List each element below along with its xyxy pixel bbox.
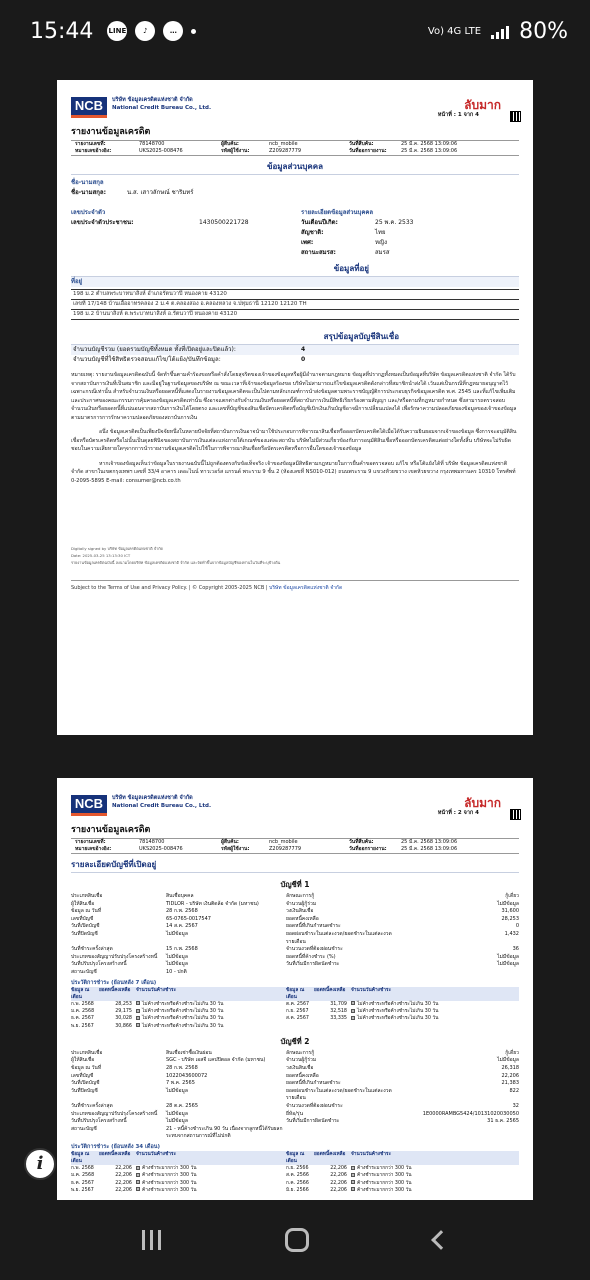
history-status: ค้างชำระมากกว่า 300 วัน — [142, 1187, 197, 1193]
history-cell: ธ.ค. 2567 — [71, 1016, 94, 1022]
account-field: วันที่ชำระครั้งล่าสุด — [71, 946, 113, 953]
account-field: ยอดหนี้คงเหลือ — [286, 915, 319, 922]
history-header: จำนวนวันค้างชำระ — [136, 1151, 286, 1165]
account-field: 32 — [512, 1102, 519, 1109]
status-box-icon — [136, 1187, 140, 1191]
account-field: TIDLOR - บริษัท เงินติดล้อ จำกัด (มหาชน) — [166, 900, 259, 907]
account-field: ไม่มีข้อมูล — [166, 961, 188, 968]
account-field: ไม่มีข้อมูล — [497, 1057, 519, 1064]
account-field: ประเภทสินเชื่อ — [71, 1049, 103, 1056]
account-field: ประเภทของสัญญาปรับปรุงโครงสร้างหนี้ — [71, 1110, 158, 1117]
name-label: ชื่อ-นามสกุล: — [71, 189, 106, 196]
account-field: จำนวนผู้กู้ร่วม — [286, 1057, 317, 1064]
history-cell: ม.ค. 2568 — [71, 1009, 95, 1015]
history-cell: ก.ค. 2566 — [286, 1180, 309, 1186]
history-cell: ธ.ค. 2567 — [71, 1180, 94, 1186]
account-field: ยอดผ่อนชำระในแต่ละงวด/ยอดชำระในแต่ละงวด รายเดือน — [286, 930, 392, 945]
history-cell: ส.ค. 2567 — [286, 1016, 309, 1022]
network-type: Vo) 4G LTE — [427, 25, 482, 37]
company-name: บริษัท ข้อมูลเครดิตแห่งชาติ จำกัด National Credit Bureau Co., Ltd. — [112, 97, 212, 111]
status-box-icon — [136, 1173, 140, 1177]
report-header — [57, 80, 533, 122]
account-field: ข้อมูล ณ วันที่ — [71, 1064, 102, 1071]
history-cell — [136, 1015, 286, 1022]
confidential-label: ลับมาก — [464, 796, 501, 810]
history-cell: 32,518 — [330, 1009, 347, 1015]
history-header: ยอดหนี้คงเหลือ — [314, 987, 351, 1001]
history-header: ยอดหนี้คงเหลือ — [99, 987, 136, 1001]
account-field: 1E0000RAMBG5424/10131020030050 — [422, 1110, 519, 1117]
account-field: 14 ส.ค. 2567 — [166, 923, 198, 930]
address-label: ที่อยู่ — [71, 278, 83, 285]
name-section-label: ชื่อ-นามสกุล — [71, 179, 104, 186]
account-field: ไม่มีข้อมูล — [497, 953, 519, 960]
history-cell: ต.ค. 2567 — [286, 1001, 310, 1007]
history-cell: 22,206 — [115, 1187, 132, 1193]
history-status: ค้างชำระมากกว่า 300 วัน — [142, 1166, 197, 1172]
account-field: 1022043600072 — [166, 1072, 208, 1079]
account-field: ไม่มีข้อมูล — [166, 953, 188, 960]
history-status: ค้างชำระมากกว่า 300 วัน — [357, 1180, 412, 1186]
account-field: ยอดผ่อนชำระในแต่ละงวด/ยอดชำระในแต่ละงวด รายเดือน — [286, 1087, 392, 1102]
history-cell: ก.ย. 2566 — [286, 1166, 309, 1172]
qr-code-icon — [510, 111, 521, 122]
account-field: วันที่เริ่มมีการผิดนัดชำระ — [286, 1118, 340, 1125]
history-header: ข้อมูล ณ เดือน — [286, 987, 314, 1001]
history-cell — [351, 1165, 519, 1172]
account-field: 7 พ.ค. 2565 — [166, 1080, 195, 1087]
history-cell — [351, 1187, 519, 1194]
history-cell: พ.ย. 2567 — [71, 1187, 94, 1193]
ncb-logo: NCB — [71, 795, 107, 813]
account-field: ยี่ห้อ/รุ่น — [286, 1110, 304, 1117]
confidential-label: ลับมาก — [464, 98, 501, 112]
account-field: 31 ธ.ค. 2565 — [487, 1118, 519, 1125]
summary-dispute-value: 0 — [301, 356, 306, 363]
history-cell: มิ.ย. 2566 — [286, 1187, 309, 1193]
history-status: ค้างชำระมากกว่า 300 วัน — [357, 1173, 412, 1179]
account-field: ไม่มีข้อมูล — [166, 1110, 188, 1117]
history-cell: 22,206 — [330, 1187, 347, 1193]
history-status: ค้างชำระมากกว่า 300 วัน — [357, 1187, 412, 1193]
history-cell: ก.พ. 2568 — [71, 1001, 94, 1007]
history-cell: 22,206 — [330, 1173, 347, 1179]
report-meta: รายงานเลขที่: 78148700 หมายเลขอ้างอิง: UKS2025-008476 ผู้สืบค้น: ncb_mobile รหัสผู้ใช้งาน: Z209287779 วันที่สืบค้น: 25 มี.ค. 2568 13:09:06 วันที่ออกรายงาน: 25 มี.ค. 2568 13:09:06 — [71, 140, 519, 156]
history-cell — [351, 1001, 519, 1008]
summary-dispute-label: จำนวนบัญชีที่ใช้สิทธิตรวจสอบแก้ไข/โต้แย้ง/บันทึกข้อมูล: — [73, 356, 221, 363]
address-list — [71, 289, 519, 320]
account-1-history-table — [71, 987, 519, 1030]
history-status: ไม่ค้างชำระหรือค้างชำระไม่เกิน 30 วัน — [357, 1009, 439, 1015]
account-field — [286, 969, 396, 977]
status-box-icon — [136, 1023, 140, 1027]
history-status: ค้างชำระมากกว่า 300 วัน — [357, 1166, 412, 1172]
ncb-logo: NCB — [71, 97, 107, 115]
history-header: ยอดหนี้คงเหลือ — [314, 1151, 351, 1165]
clock: 15:44 — [30, 18, 94, 44]
history-cell — [351, 1172, 519, 1179]
history-cell — [351, 1180, 519, 1187]
account-field: 22,206 — [501, 1072, 519, 1079]
history-status: ค้างชำระมากกว่า 300 วัน — [142, 1180, 197, 1186]
status-box-icon — [136, 1180, 140, 1184]
account-field: ผู้ให้สินเชื่อ — [71, 900, 95, 907]
history-status: ไม่ค้างชำระหรือค้างชำระไม่เกิน 30 วัน — [142, 1023, 224, 1029]
account-field: สินเชื่อบุคคล — [166, 893, 194, 899]
history-header: ข้อมูล ณ เดือน — [71, 987, 99, 1001]
history-status: ไม่ค้างชำระหรือค้างชำระไม่เกิน 30 วัน — [142, 1016, 224, 1022]
history-cell: 30,866 — [115, 1023, 132, 1029]
account-field: 10 - ปกติ — [166, 968, 187, 975]
account-field: 28 ก.พ. 2568 — [166, 1064, 198, 1071]
company-name: บริษัท ข้อมูลเครดิตแห่งชาติ จำกัด National Credit Bureau Co., Ltd. — [112, 795, 212, 809]
id-number: 1430500221728 — [199, 219, 249, 226]
account-field: วงเงินสินเชื่อ — [286, 1064, 314, 1071]
account-field: 21,383 — [501, 1080, 519, 1087]
account-field: วันที่ชำระครั้งล่าสุด — [71, 1102, 113, 1109]
status-box-icon — [351, 1009, 355, 1013]
account-field: ประเภทสินเชื่อ — [71, 893, 103, 899]
account-2-details — [71, 1050, 519, 1141]
battery-level: 80% — [519, 18, 568, 44]
signal-icon — [491, 23, 509, 39]
account-field: วันที่ปิดบัญชี — [71, 930, 98, 937]
account-field: 1,432 — [504, 930, 519, 937]
more-dot-icon — [191, 29, 196, 34]
address-item: 198 ม.2 บ้านนาสิงห์ ต.พระบาทนาสิงห์ อ.รัตนวาปี หนองคาย 43120 — [71, 310, 519, 320]
account-field: วันที่เปิดบัญชี — [71, 1080, 100, 1087]
history-cell: ก.พ. 2568 — [71, 1166, 94, 1172]
account-field: ประเภทของสัญญาปรับปรุงโครงสร้างหนี้ — [71, 953, 158, 960]
summary-section-title: สรุปข้อมูลบัญชีสินเชื่อ — [71, 330, 519, 345]
account-field: จำนวนงวดที่ต้องผ่อนชำระ — [286, 946, 343, 953]
customer-name: น.ส. เสาวลักษณ์ ชาริมทร์ — [127, 189, 194, 196]
history-cell — [136, 1008, 286, 1015]
report-header — [57, 778, 533, 820]
account-field: วันที่เริ่มมีการผิดนัดชำระ — [286, 961, 340, 968]
account-field: จำนวนงวดที่ต้องผ่อนชำระ — [286, 1102, 343, 1109]
disclaimer-paragraph: หมายเหตุ: รายงานข้อมูลเครดิตฉบับนี้ จัดทำขึ้นตามคำร้องขอหรือคำสั่งโดยสุจริตของเจ้าของข้อมูลหรือผู้มีอำนาจตามกฎหมาย ข้อมูลที่ปรากฏทั้งหมดเป็นข้อมูลที่บริษัท ข้อมูลเครดิตแห่งชาติ จำกัด ได้รับจากสถาบันการเงินที่เป็นสมาชิก และมีอยู่ในฐานข้อมูลของบริษัท ณ ขณะเวลาที่เจ้าของข้อมูลร้องขอ บริษัทไม่สามารถแก้ไขข้อมูลเครดิตดังกล่าวที่สมาชิกนำส่งได้ เว้นแต่เป็นกรณีที่กฎหมายอนุญาตไว้เฉพาะกรณีเท่านั้น สำหรับจำนวนเงินหรือยอดหนี้ที่แสดงในรายงานข้อมูลเครดิตจะเป็นไปตามหลักเกณฑ์การนำส่งข้อมูลตามพระราชบัญญัติการประกอบธุรกิจข้อมูลเครดิต พ.ศ. 2545 และที่แก้ไขเพิ่มเติม และประกาศของคณะกรรมการคุ้มครองข้อมูลเครดิตเท่านั้น ซึ่งอาจแตกต่างกับจำนวนเงินหรือยอดหนี้ที่สถาบันการเงินมีสิทธิเรียกร้องตามสัญญา และ/หรือตามที่กฎหมายกำหนด ซึ่งสามารถตรวจสอบจำนวนเงินหรือยอดหนี้ที่แน่นอนจากสถาบันการเงินได้โดยตรง และเลขที่บัญชีของสินเชื่อบัตรเครดิตหรือบัญชีเบิกเงินเกินบัญชีอาจมีการเปลี่ยนแปลงได้ เพื่อรักษาความปลอดภัยของข้อมูลของเจ้าของข้อมูล ตามมาตรการการรักษาความปลอดภัยของสถาบันการเงิน — [71, 372, 517, 421]
gender: หญิง — [375, 239, 387, 246]
account-field: เลขที่บัญชี — [71, 915, 94, 922]
account-field — [396, 969, 519, 977]
account-field: 26,318 — [501, 1064, 519, 1071]
status-box-icon — [351, 1016, 355, 1020]
account-2-title: บัญชีที่ 2 — [280, 1036, 310, 1046]
account-field: 36 — [512, 946, 519, 953]
android-nav-bar — [0, 1200, 590, 1280]
history-cell: ส.ค. 2566 — [286, 1173, 309, 1179]
account-field: จำนวนผู้กู้ร่วม — [286, 900, 317, 907]
page-number: หน้าที่ : 2 จาก 4 — [437, 810, 479, 816]
account-field: 28 ก.พ. 2568 — [166, 908, 198, 915]
history-cell — [351, 1015, 519, 1022]
account-field: 31,600 — [501, 908, 519, 915]
account-field: ยอดหนี้ที่เกินกำหนดชำระ — [286, 1080, 341, 1087]
report-meta: รายงานเลขที่: 78148700 หมายเลขอ้างอิง: UKS2025-008476 ผู้สืบค้น: ncb_mobile รหัสผู้ใช้งาน: Z209287779 วันที่สืบค้น: 25 มี.ค. 2568 13:09:06 วันที่ออกรายงาน: 25 มี.ค. 2568 13:09:06 — [71, 838, 519, 854]
status-box-icon — [351, 1180, 355, 1184]
note-paragraph: อนึ่ง ข้อมูลเครดิตเป็นเพียงปัจจัยหนึ่งในหลายปัจจัยที่สถาบันการเงินอาจนำมาใช้ประกอบการพิจารณาสินเชื่อหรือออกบัตรเครดิตได้เมื่อได้รับความยินยอมจากเจ้าของข้อมูล ซึ่งการจะอนุมัติสินเชื่อหรือบัตรเครดิตหรือไม่นั้นเป็นดุลยพินิจของสถาบันการเงินแต่ละแห่งภายใต้เกณฑ์ของแต่ละสถาบัน บริษัทไม่มีส่วนเกี่ยวข้องกับการอนุมัติสินเชื่อหรือออกบัตรเครดิตแต่อย่างใดทั้งสิ้น บริษัทจะไม่รับผิดชอบในความเสียหายใดๆจากการนำรายงานข้อมูลเครดิตไปใช้ในการพิจารณาสินเชื่อหรือบัตรเครดิตหรือการอื่นใดของเจ้าของข้อมูล — [71, 429, 517, 452]
account-field: ไม่มีข้อมูล — [166, 1087, 188, 1094]
status-box-icon — [136, 1166, 140, 1170]
history-cell: 22,206 — [115, 1173, 132, 1179]
history-header: จำนวนวันค้างชำระ — [351, 987, 519, 1001]
account-field: 822 — [509, 1087, 519, 1094]
line-app-icon: LINE — [107, 21, 127, 41]
account-field: 15 ก.พ. 2568 — [166, 946, 198, 953]
account-2-history-title: ประวัติการชำระ (ย้อนหลัง 34 เดือน) — [71, 1143, 161, 1150]
address-section-title: ข้อมูลที่อยู่ — [71, 262, 519, 277]
history-cell: พ.ย. 2567 — [71, 1023, 94, 1029]
contact-paragraph: หากเจ้าของข้อมูลเห็นว่าข้อมูลในรายงานฉบับนี้ไม่ถูกต้องตรงกับข้อเท็จจริง เจ้าของข้อมูลมีสิทธิตามกฎหมายในการยื่นคำขอตรวจสอบ แก้ไข หรือโต้แย้งได้ที่ บริษัท ข้อมูลเครดิตแห่งชาติ จำกัด สาขาในเขตกรุงเทพฯ เลขที่ 33/4 อาคาร เดอะไนน์ ทาวเวอร์ส แกรนด์ พระราม 9 ชั้น 2 (ห้องเลขที่ NS010-012) ถนนพระราม 9 แขวงห้วยขวาง เขตห้วยขวาง กรุงเทพมหานคร 10310 โทรศัพท์ 0-2095-5895 E-mail: consumer@ncb.co.th — [71, 460, 516, 484]
status-box-icon — [351, 1173, 355, 1177]
account-field: วันที่ปิดบัญชี — [71, 1087, 98, 1094]
account-field: 65-0765-0017547 — [166, 915, 211, 922]
info-button[interactable]: i — [24, 1148, 56, 1180]
account-field: วันที่ปรับปรุงโครงสร้างหนี้ — [71, 961, 127, 968]
status-box-icon — [351, 1187, 355, 1191]
account-field: 0 — [515, 923, 519, 930]
history-cell: 22,206 — [330, 1166, 347, 1172]
account-field: ไม่มีข้อมูล — [166, 1118, 188, 1125]
account-field — [286, 1126, 396, 1141]
report-title: รายงานข้อมูลเครดิต — [71, 127, 151, 137]
history-header: ข้อมูล ณ เดือน — [71, 1151, 99, 1165]
address-item: เลขที่ 17/148 บ้านเอื้ออาทรคลอง 2 ม.4 ต.คลองสอง อ.คลองหลวง จ.ปทุมธานี 12120 12120 TH — [71, 300, 519, 310]
history-status: ไม่ค้างชำระหรือค้างชำระไม่เกิน 30 วัน — [357, 1001, 439, 1007]
personal-section-title: ข้อมูลส่วนบุคคล — [71, 160, 519, 175]
tiktok-app-icon: ♪ — [135, 21, 155, 41]
account-field: SGC - บริษัท เอสจี แคปปิตอล จำกัด (มหาชน) — [166, 1057, 266, 1064]
account-field: สินเชื่อเช่าซื้อเงินผ่อน — [166, 1049, 212, 1056]
status-box-icon — [136, 1009, 140, 1013]
account-1-details — [71, 893, 519, 977]
account-1-title: บัญชีที่ 1 — [280, 880, 310, 889]
accounts-section-title: รายละเอียดบัญชีที่เปิดอยู่ — [71, 858, 519, 873]
id-label: เลขประจำตัวประชาชน: — [71, 219, 134, 226]
account-field: ลักษณะการกู้ — [286, 893, 315, 899]
status-box-icon — [136, 1001, 140, 1005]
history-cell — [314, 1023, 351, 1030]
qr-code-icon — [510, 809, 521, 820]
account-field: ผู้ให้สินเชื่อ — [71, 1057, 95, 1064]
page-footer: Subject to the Terms of Use and Privacy Policy. | © Copyright 2005-2025 NCB | บริษัท ข้อมูลเครดิตแห่งชาติ จำกัด — [71, 580, 519, 592]
account-field: 28 ต.ค. 2565 — [166, 1102, 199, 1109]
dob: 25 พ.ค. 2533 — [375, 219, 414, 226]
status-bar — [0, 0, 590, 62]
account-field — [396, 1126, 519, 1141]
history-status: ไม่ค้างชำระหรือค้างชำระไม่เกิน 30 วัน — [142, 1009, 224, 1015]
summary-total-value: 4 — [301, 346, 306, 353]
account-field: 28,253 — [501, 915, 519, 922]
notification-icons — [107, 21, 196, 41]
detail-section-label: รายละเอียดข้อมูลส่วนบุคคล — [301, 209, 374, 216]
account-field: 21 - หนี้ค้างชำระเกิน 90 วัน เนื่องจากลูกหนี้ได้รับผลกระทบจากสถานการณ์ที่ไม่ปกติ — [166, 1125, 283, 1140]
id-section-label: เลขประจำตัว — [71, 209, 106, 216]
history-cell: ก.ย. 2567 — [286, 1009, 309, 1015]
account-field: สถานะบัญชี — [71, 968, 97, 975]
report-page-1[interactable]: NCB บริษัท ข้อมูลเครดิตแห่งชาติ จำกัด National Credit Bureau Co., Ltd. ลับมาก หน้าที่ : 1 จาก 4 รายงานข้อมูลเครดิต รายงานเลขที่: 78148700 หมายเลขอ้างอิง: UKS2025-008476 ผู้สืบค้น: ncb_mobile รหัสผู้ใช้งาน: Z209287779 วันที่สืบค้น: 25 มี.ค. 2568 13:09:06 วันที่ออกรายงาน: 25 มี.ค. 2568 13:09:06 ข้อมูลส่วนบุคคล ชื่อ-นามสกุล ชื่อ-นามสกุล: น.ส. เสาวลักษณ์ ชาริมทร์ เลขประจำตัว รายละเอียดข้อมูลส่วนบุคคล เลขประจำตัวประชาชน: 1430500221728 วันเดือนปีเกิด: 25 พ.ค. 2533 สัญชาติ: ไทย เพศ: หญิง สถานะสมรส: สมรส ข้อมูลที่อยู่ ที่อยู่ 198 ม.2 ตำบลพระบาทนาสิงห์ อำเภอรัตนวาปี หนองคาย 43120 เลขที่ 17/148 บ้านเอื้ออาทรคลอง 2 ม.4 ต.คลองสอง อ.คลองหลวง จ.ปทุมธานี 12120 12120 TH 198 ม.2 บ้านนาสิงห์ ต.พระบาทนาสิงห์ อ.รัตนวาปี หนองคาย 43120 สรุปข้อมูลบัญชีสินเชื่อ จำนวนบัญชีรวม (ยอดรวมบัญชีทั้งหมด ทั้งที่เปิดอยู่และปิดแล้ว): 4 จำนวนบัญชีที่ใช้สิทธิตรวจสอบแก้ไข/โต้แย้ง/บันทึกข้อมูล: 0 หมายเหตุ: รายงานข้อมูลเครดิตฉบับนี้ จัดทำขึ้นตามคำร้องขอหรือคำสั่งโดยสุจริตของเจ้าของข้อมูลหรือผู้มีอำนาจตามกฎหมาย ข้อมูลที่ปรากฏทั้งหมดเป็นข้อมูลที่บริษัท ข้อมูลเครดิตแห่งชาติ จำกัด ได้รับจากสถาบันการเงินที่เป็นสมาชิก และมีอยู่ในฐานข้อมูลของบริษัท ณ ขณะเวลาที่เจ้าของข้อมูลร้องขอ บริษัทไม่สามารถแก้ไขข้อมูลเครดิตดังกล่าวที่สมาชิกนำส่งได้ เว้นแต่เป็นกรณีที่กฎหมายอนุญาตไว้เฉพาะกรณีเท่านั้น สำหรับจำนวนเงินหรือยอดหนี้ที่แสดงในรายงานข้อมูลเครดิตจะเป็นไปตามหลักเกณฑ์การนำส่งข้อมูลตามพระราชบัญญัติการประกอบธุรกิจข้อมูลเครดิต พ.ศ. 2545 และที่แก้ไขเพิ่มเติม และประกาศของคณะกรรมการคุ้มครองข้อมูลเครดิตเท่านั้น ซึ่งอาจแตกต่างกับจำนวนเงินหรือยอดหนี้ที่สถาบันการเงินมีสิทธิเรียกร้องตามสัญญา และ/หรือตามที่กฎหมายกำหนด ซึ่งสามารถตรวจสอบจำนวนเงินหรือยอดหนี้ที่แน่นอนจากสถาบันการเงินได้โดยตรง และเลขที่บัญชีของสินเชื่อบัตรเครดิตหรือบัญชีเบิกเงินเกินบัญชีอาจมีการเปลี่ยนแปลงได้ เพื่อรักษาความปลอดภัยของข้อมูลของเจ้าของข้อมูล ตามมาตรการการรักษาความปลอดภัยของสถาบันการเงิน อนึ่ง ข้อมูลเครดิตเป็นเพียงปัจจัยหนึ่งในหลายปัจจัยที่สถาบันการเงินอาจนำมาใช้ประกอบการพิจารณาสินเชื่อหรือออกบัตรเครดิตได้เมื่อได้รับความยินยอมจากเจ้าของข้อมูล ซึ่งการจะอนุมัติสินเชื่อหรือบัตรเครดิตหรือไม่นั้นเป็นดุลยพินิจของสถาบันการเงินแต่ละแห่งภายใต้เกณฑ์ของแต่ละสถาบัน บริษัทไม่มีส่วนเกี่ยวข้องกับการอนุมัติสินเชื่อหรือออกบัตรเครดิตแต่อย่างใดทั้งสิ้น บริษัทจะไม่รับผิดชอบในความเสียหายใดๆจากการนำรายงานข้อมูลเครดิตไปใช้ในการพิจารณาสินเชื่อหรือบัตรเครดิตหรือการอื่นใดของเจ้าของข้อมูล หากเจ้าของข้อมูลเห็นว่าข้อมูลในรายงานฉบับนี้ไม่ถูกต้องตรงกับข้อเท็จจริง เจ้าของข้อมูลมีสิทธิตามกฎหมายในการยื่นคำขอตรวจสอบ แก้ไข หรือโต้แย้งได้ที่ บริษัท ข้อมูลเครดิตแห่งชาติ จำกัด สาขาในเขตกรุงเทพฯ เลขที่ 33/4 อาคาร เดอะไนน์ ทาวเวอร์ส แกรนด์ พระราม 9 ชั้น 2 (ห้องเลขที่ NS010-012) ถนนพระราม 9 แขวงห้วยขวาง เขตห้วยขวาง กรุงเทพมหานคร 10310 โทรศัพท์ 0-2095-5895 E-mail: consumer@ncb.co.th Digitally signed by บริษัท ข้อมูลเครดิตแห่งชาติ จำกัด Date: 2025-03-25 13:13:30 ICT รายงานข้อมูลเครดิตฉบับนี้ ลงนามโดยบริษัท ข้อมูลเครดิตแห่งชาติ จำกัด และจัดทำขึ้นจากข้อมูลบัญชีของท่านในวันที่ระบุข้างต้น Subject to the Terms of Use and Privacy Policy. | © Copyright 2005-2025 NCB | บริษัท ข้อมูลเครดิตแห่งชาติ จำกัด — [57, 80, 533, 735]
history-cell — [136, 1172, 286, 1179]
history-cell — [286, 1023, 314, 1030]
history-cell: 29,175 — [115, 1009, 132, 1015]
account-field: กู้เดี่ยว — [505, 1049, 519, 1056]
account-1-history-title: ประวัติการชำระ (ย้อนหลัง 7 เดือน) — [71, 979, 157, 986]
footer-link[interactable]: บริษัท ข้อมูลเครดิตแห่งชาติ จำกัด — [269, 585, 343, 591]
account-field: กู้เดี่ยว — [505, 893, 519, 899]
account-field: ไม่มีข้อมูล — [497, 961, 519, 968]
history-header: ข้อมูล ณ เดือน — [286, 1151, 314, 1165]
report-title: รายงานข้อมูลเครดิต — [71, 825, 151, 835]
history-cell: 28,253 — [115, 1001, 132, 1007]
account-field: ยอดหนี้ที่ค้างชำระ (%) — [286, 953, 336, 960]
address-item: 198 ม.2 ตำบลพระบาทนาสิงห์ อำเภอรัตนวาปี หนองคาย 43120 — [71, 290, 519, 300]
account-field: สถานะบัญชี — [71, 1125, 97, 1132]
history-cell — [136, 1165, 286, 1172]
history-cell: 33,335 — [330, 1016, 347, 1022]
history-status: ไม่ค้างชำระหรือค้างชำระไม่เกิน 30 วัน — [357, 1016, 439, 1022]
home-button[interactable] — [285, 1228, 309, 1252]
history-cell: 22,206 — [115, 1166, 132, 1172]
account-field: เลขที่บัญชี — [71, 1072, 94, 1079]
recents-button[interactable] — [142, 1230, 161, 1250]
account-field: วันที่เปิดบัญชี — [71, 923, 100, 930]
history-status: ค้างชำระมากกว่า 300 วัน — [142, 1173, 197, 1179]
summary-total-label: จำนวนบัญชีรวม (ยอดรวมบัญชีทั้งหมด ทั้งที่เปิดอยู่และปิดแล้ว): — [73, 346, 236, 353]
account-field: ลักษณะการกู้ — [286, 1049, 315, 1056]
history-cell: 30,028 — [115, 1016, 132, 1022]
account-field: ยอดหนี้คงเหลือ — [286, 1072, 319, 1079]
message-app-icon: … — [163, 21, 183, 41]
history-cell: 31,709 — [330, 1001, 347, 1007]
status-box-icon — [351, 1166, 355, 1170]
history-cell — [136, 1023, 286, 1030]
nationality: ไทย — [375, 229, 386, 236]
account-field: วงเงินสินเชื่อ — [286, 908, 314, 915]
history-cell: 22,206 — [330, 1180, 347, 1186]
status-box-icon — [136, 1016, 140, 1020]
status-box-icon — [351, 1001, 355, 1005]
history-status: ไม่ค้างชำระหรือค้างชำระไม่เกิน 30 วัน — [142, 1001, 224, 1007]
digital-signature: Digitally signed by บริษัท ข้อมูลเครดิตแห่งชาติ จำกัด Date: 2025-03-25 13:13:30 ICT รายงานข้อมูลเครดิตฉบับนี้ ลงนามโดยบริษัท ข้อมูลเครดิตแห่งชาติ จำกัด และจัดทำขึ้นจากข้อมูลบัญชีของท่านในวันที่ระบุข้างต้น — [71, 546, 281, 565]
account-2-history-table — [71, 1151, 519, 1194]
history-header: จำนวนวันค้างชำระ — [136, 987, 286, 1001]
history-cell — [136, 1187, 286, 1194]
history-cell — [351, 1023, 519, 1030]
history-cell: ม.ค. 2568 — [71, 1173, 95, 1179]
page-number: หน้าที่ : 1 จาก 4 — [437, 112, 479, 118]
history-cell — [351, 1008, 519, 1015]
history-cell: 22,206 — [115, 1180, 132, 1186]
history-cell — [136, 1001, 286, 1008]
account-field: ข้อมูล ณ วันที่ — [71, 908, 102, 915]
back-button[interactable] — [431, 1230, 451, 1250]
history-header: ยอดหนี้คงเหลือ — [99, 1151, 136, 1165]
account-field: วันที่ปรับปรุงโครงสร้างหนี้ — [71, 1118, 127, 1125]
history-cell — [136, 1180, 286, 1187]
account-field: ไม่มีข้อมูล — [497, 900, 519, 907]
marital-status: สมรส — [375, 249, 390, 256]
report-page-2[interactable] — [57, 778, 533, 1233]
account-field: ไม่มีข้อมูล — [166, 930, 188, 937]
account-field: ยอดหนี้ที่เกินกำหนดชำระ — [286, 923, 341, 930]
history-header: จำนวนวันค้างชำระ — [351, 1151, 519, 1165]
